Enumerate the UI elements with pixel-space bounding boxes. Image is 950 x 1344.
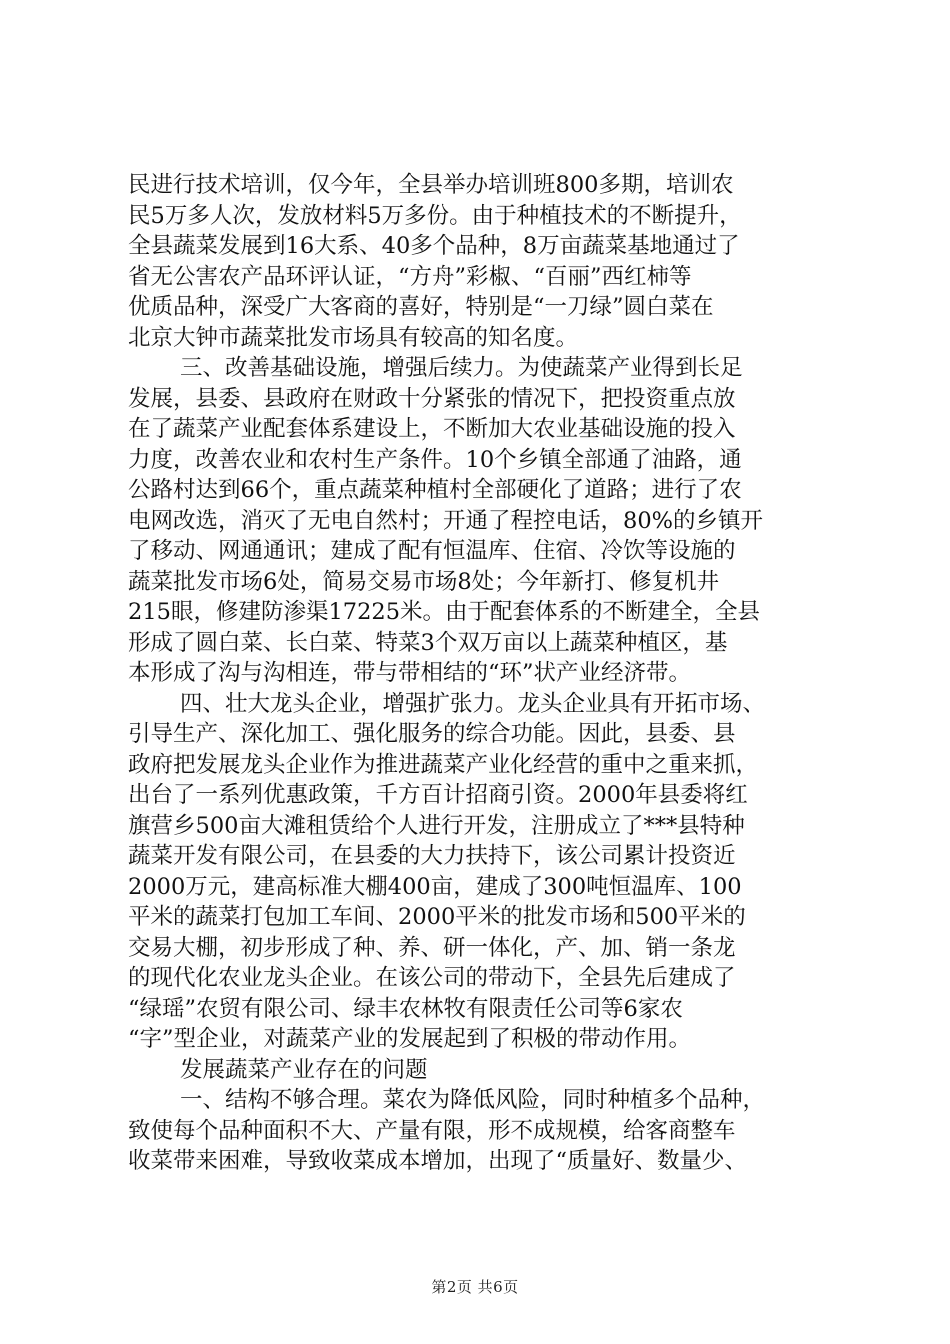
text-line: 电网改选，消灭了无电自然村；开通了程控电话，80%的乡镇开	[128, 507, 764, 534]
text-line: 215眼，修建防渗渠17225米。由于配套体系的不断建全，全县	[128, 599, 761, 625]
text-line: 引导生产、深化加工、强化服务的综合功能。因此，县委、县	[128, 721, 736, 747]
text-line: 一、结构不够合理。菜农为降低风险，同时种植多个品种，	[180, 1087, 766, 1113]
text-line: 省无公害农产品环评认证，“方舟”彩椒、“百丽”西红柿等	[128, 263, 692, 290]
text-line: 2000万元，建高标准大棚400亩，建成了300吨恒温库、100	[128, 873, 742, 900]
text-line: 政府把发展龙头企业作为推进蔬菜产业化经营的重中之重来抓，	[128, 751, 759, 778]
text-line: 发展，县委、县政府在财政十分紧张的情况下，把投资重点放	[128, 385, 736, 412]
text-line: 三、改善基础设施，增强后续力。为使蔬菜产业得到长足	[180, 355, 743, 381]
text-line: 致使每个品种面积不大、产量有限，形不成规模，给客商整车	[128, 1117, 736, 1144]
text-line: 在了蔬菜产业配套体系建设上，不断加大农业基础设施的投入	[128, 416, 736, 442]
text-line: 蔬菜批发市场6处，简易交易市场8处；今年新打、修复机井	[128, 568, 720, 595]
text-line: 发展蔬菜产业存在的问题	[180, 1056, 428, 1083]
text-line: 形成了圆白菜、长白菜、特菜3个双万亩以上蔬菜种植区，基	[128, 629, 728, 656]
text-line: 民5万多人次，发放材料5万多份。由于种植技术的不断提升，	[128, 202, 742, 229]
text-line: 全县蔬菜发展到16大系、40多个品种，8万亩蔬菜基地通过了	[128, 233, 740, 259]
text-line: 了移动、网通通讯；建成了配有恒温库、住宿、冷饮等设施的	[128, 538, 736, 564]
text-line: 民进行技术培训，仅今年，全县举办培训班800多期，培训农	[128, 172, 734, 198]
text-line: 四、壮大龙头企业，增强扩张力。龙头企业具有开拓市场、	[180, 690, 766, 717]
text-line: 出台了一系列优惠政策，千方百计招商引资。2000年县委将红	[128, 782, 748, 808]
text-line: 平米的蔬菜打包加工车间、2000平米的批发市场和500平米的	[128, 904, 746, 930]
page-footer: 第2页 共6页	[431, 1278, 519, 1296]
text-line: 北京大钟市蔬菜批发市场具有较高的知名度。	[128, 324, 579, 351]
text-line: “绿瑶”农贸有限公司、绿丰农林牧有限责任公司等6家农	[128, 995, 683, 1022]
text-line: 的现代化农业龙头企业。在该公司的带动下，全县先后建成了	[128, 965, 736, 991]
text-line: 交易大棚，初步形成了种、养、研一体化，产、加、销一条龙	[128, 934, 736, 961]
text-line: “字”型企业，对蔬菜产业的发展起到了积极的带动作用。	[128, 1026, 692, 1052]
text-line: 蔬菜开发有限公司，在县委的大力扶持下，该公司累计投资近	[128, 843, 736, 869]
text-line: 旗营乡500亩大滩租赁给个人进行开发，注册成立了***县特种	[128, 812, 745, 839]
text-line: 收菜带来困难，导致收菜成本增加，出现了“质量好、数量少、	[128, 1148, 748, 1174]
text-line: 优质品种，深受广大客商的喜好，特别是“一刀绿”圆白菜在	[128, 294, 714, 320]
text-line: 公路村达到66个，重点蔬菜种植村全部硬化了道路；进行了农	[128, 477, 742, 503]
document-body-text	[128, 170, 828, 1177]
text-line: 力度，改善农业和农村生产条件。10个乡镇全部通了油路，通	[128, 446, 742, 473]
text-line: 本形成了沟与沟相连，带与带相结的“环”状产业经济带。	[128, 660, 692, 686]
